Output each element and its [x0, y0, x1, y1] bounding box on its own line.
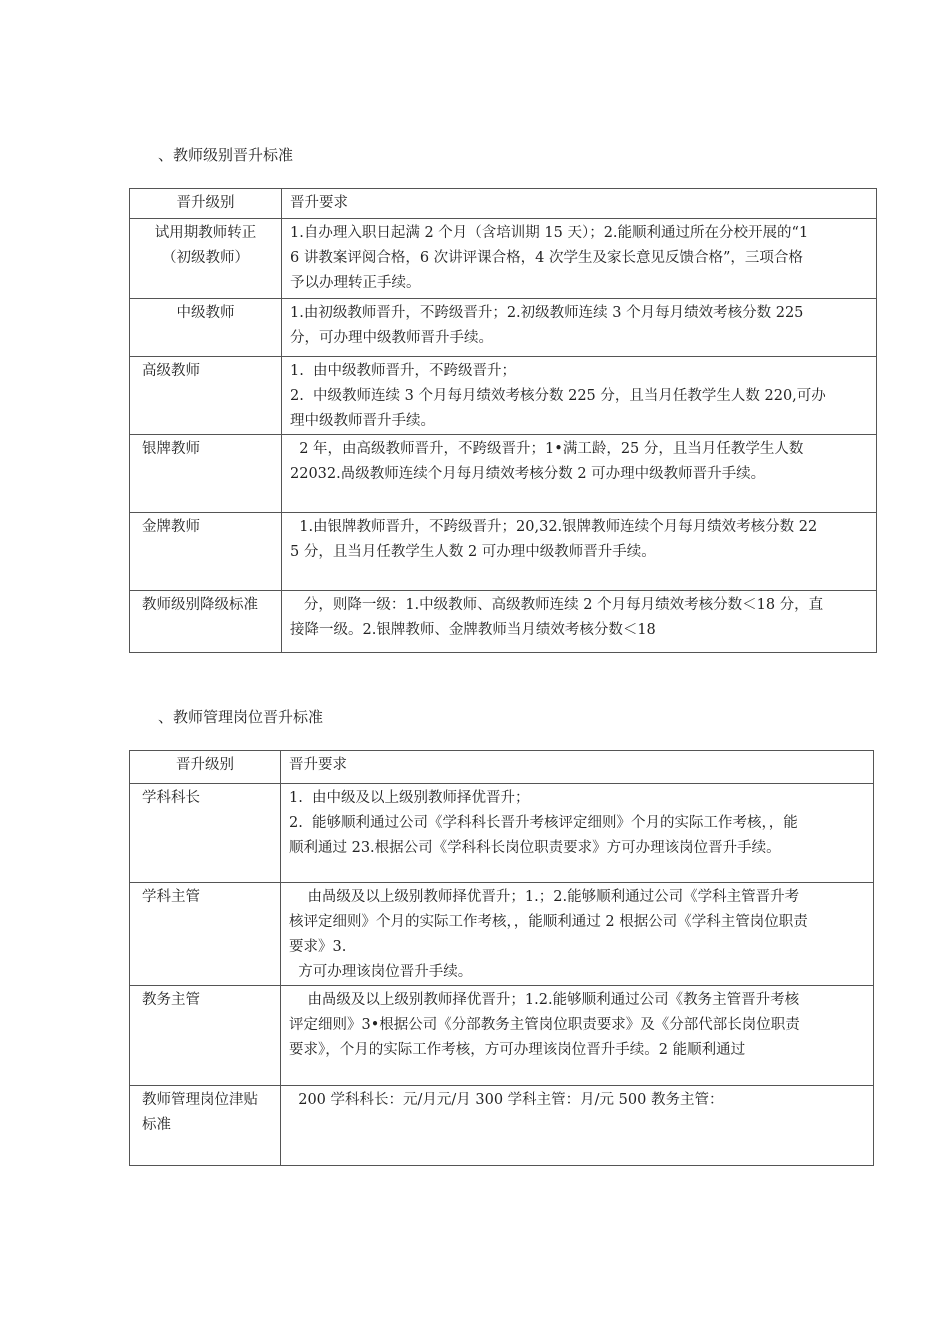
- table-row: [130, 591, 877, 653]
- table-row: [130, 299, 877, 357]
- level-cell: [130, 513, 282, 591]
- level-cell-line: 学科主管: [142, 889, 200, 905]
- requirement-cell-line: 评定细则》3•根据公司《分部教务主管岗位职责要求》及《分部代部长岗位职责: [289, 1017, 800, 1033]
- requirement-cell-line: 分，可办理中级教师晋升手续。: [290, 330, 493, 346]
- level-cell-line: 金牌教师: [142, 519, 200, 535]
- table-header-row: [130, 751, 874, 784]
- management-post-table: [129, 750, 874, 1166]
- requirement-cell-line: 由咼级及以上级别教师择优晋升；1.；2.能够顺利通过公司《学科主管晋升考: [289, 889, 800, 905]
- requirement-cell: [282, 591, 877, 653]
- requirement-cell-line: 由咼级及以上级别教师择优晋升；1.2.能够顺利通过公司《教务主管晋升考核: [289, 992, 800, 1008]
- management-post-tbody: [130, 751, 874, 1166]
- requirement-cell-line: 接降一级。2.银牌教师、金牌教师当月绩效考核分数＜18: [290, 622, 656, 638]
- level-cell-line: 教师级别降级标准: [142, 597, 258, 613]
- level-cell-line: 学科科长: [142, 790, 200, 806]
- table-row: [130, 883, 874, 986]
- table-row: [130, 435, 877, 513]
- level-cell: [130, 435, 282, 513]
- table-row: [130, 219, 877, 299]
- header-level: 晋升级别: [130, 751, 281, 784]
- requirement-cell-line: 2 年，由高级教师晋升，不跨级晋升；1•满工龄，25 分，且当月任教学生人数: [290, 441, 804, 457]
- requirement-cell-line: 2. 中级教师连续 3 个月每月绩效考核分数 225 分，且当月任教学生人数 220,可办: [290, 388, 826, 404]
- table-row: [130, 357, 877, 435]
- requirement-cell-line: 要求》，个月的实际工作考核，方可办理该岗位晋升手续。2 能顺利通过: [289, 1042, 746, 1058]
- requirement-cell: [282, 435, 877, 513]
- requirement-cell-line: 要求》3.: [289, 939, 347, 955]
- requirement-cell-line: 核评定细则》个月的实际工作考核，，能顺利通过 2 根据公司《学科主管岗位职责: [289, 914, 808, 930]
- level-cell-line: 教务主管: [142, 992, 200, 1008]
- teacher-level-tbody: [130, 189, 877, 653]
- requirement-cell-line: 5 分，且当月任教学生人数 2 可办理中级教师晋升手续。: [290, 544, 656, 560]
- section2-title: 、教师管理岗位晋升标准: [158, 708, 324, 726]
- header-requirement: 晋升要求: [281, 751, 874, 784]
- table-row: [130, 986, 874, 1086]
- requirement-cell: [281, 883, 874, 986]
- table-row: [130, 1086, 874, 1166]
- requirement-cell: [281, 986, 874, 1086]
- level-cell-line: 教师管理岗位津贴: [142, 1092, 258, 1108]
- level-cell-line: 标准: [142, 1117, 171, 1133]
- teacher-level-table: [129, 188, 877, 653]
- table-header-row: [130, 189, 877, 219]
- level-cell: [130, 986, 281, 1086]
- section1-title: 、教师级别晋升标准: [158, 146, 294, 164]
- requirement-cell: [282, 357, 877, 435]
- requirement-cell-line: 1.由银牌教师晋升，不跨级晋升；20,32.银牌教师连续个月每月绩效考核分数 22: [290, 519, 818, 535]
- header-requirement: 晋升要求: [282, 189, 877, 219]
- requirement-cell: [282, 219, 877, 299]
- level-cell: [130, 1086, 281, 1166]
- requirement-cell-line: 200 学科科长：元/月元/月 300 学科主管：月/元 500 教务主管：: [289, 1092, 724, 1108]
- requirement-cell-line: 方可办理该岗位晋升手续。: [289, 964, 473, 980]
- requirement-cell-line: 1. 由中级教师晋升，不跨级晋升；: [290, 363, 517, 379]
- level-cell-line: （初级教师）: [162, 250, 249, 266]
- requirement-cell-line: 分，则降一级：1.中级教师、高级教师连续 2 个月每月绩效考核分数＜18 分，直: [290, 597, 824, 613]
- requirement-cell-line: 1.由初级教师晋升，不跨级晋升；2.初级教师连续 3 个月每月绩效考核分数 225: [290, 305, 804, 321]
- level-cell: [130, 784, 281, 883]
- table-row: [130, 784, 874, 883]
- level-cell: [130, 219, 282, 299]
- level-cell: [130, 883, 281, 986]
- header-level: 晋升级别: [130, 189, 282, 219]
- level-cell-line: 中级教师: [176, 305, 235, 321]
- table-row: [130, 513, 877, 591]
- requirement-cell-line: 予以办理转正手续。: [290, 275, 421, 291]
- level-cell-line: 高级教师: [142, 363, 200, 379]
- requirement-cell: [281, 784, 874, 883]
- requirement-cell-line: 1. 由中级及以上级别教师择优晋升；: [289, 790, 530, 806]
- level-cell: [130, 357, 282, 435]
- level-cell: [130, 299, 282, 357]
- requirement-cell: [282, 513, 877, 591]
- requirement-cell: [282, 299, 877, 357]
- requirement-cell-line: 6 讲教案评阅合格，6 次讲评课合格，4 次学生及家长意见反馈合格”，三项合格: [290, 250, 803, 266]
- level-cell: [130, 591, 282, 653]
- level-cell-line: 试用期教师转正: [154, 225, 257, 241]
- requirement-cell-line: 22032.咼级教师连续个月每月绩效考核分数 2 可办理中级教师晋升手续。: [290, 466, 766, 482]
- level-cell-line: 银牌教师: [142, 441, 200, 457]
- requirement-cell-line: 理中级教师晋升手续。: [290, 413, 435, 429]
- requirement-cell-line: 1.自办理入职日起满 2 个月（含培训期 15 天）；2.能顺利通过所在分校开展的“1: [290, 225, 809, 241]
- requirement-cell-line: 2. 能够顺利通过公司《学科科长晋升考核评定细则》个月的实际工作考核，，能: [289, 815, 798, 831]
- requirement-cell: [281, 1086, 874, 1166]
- requirement-cell-line: 顺利通过 23.根据公司《学科科长岗位职责要求》方可办理该岗位晋升手续。: [289, 840, 781, 856]
